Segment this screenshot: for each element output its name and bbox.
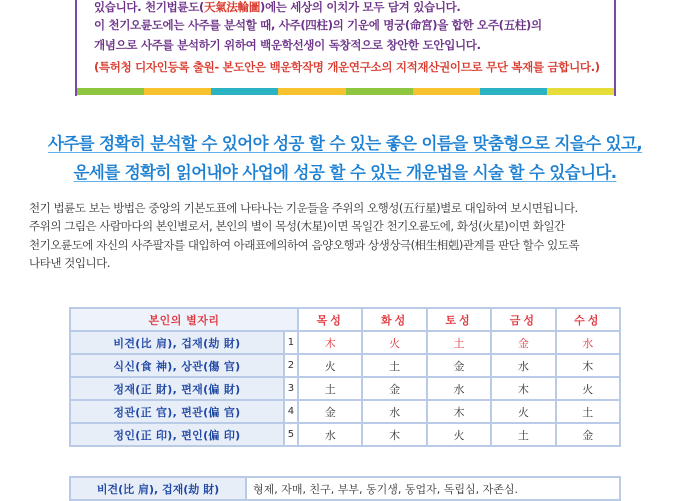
- element-cell: 火: [299, 355, 361, 376]
- element-cell: 金: [363, 378, 425, 399]
- element-cell: 金: [299, 401, 361, 422]
- color-stripe: [77, 88, 614, 95]
- headline-line-1: [0, 130, 690, 154]
- row-number: 2: [285, 355, 297, 376]
- stripe-segment: [77, 88, 144, 95]
- element-cell: 金: [557, 424, 619, 445]
- element-cell: 木: [428, 401, 490, 422]
- element-cell: 土: [492, 424, 554, 445]
- element-cell: 水: [492, 355, 554, 376]
- element-cell: 木: [557, 355, 619, 376]
- row-number: 1: [285, 332, 297, 353]
- headline-line-2-text: 운세를 정확히 읽어내야 사업에 성공 할 수 있는 개운법을 시술 할 수 있습니다.: [73, 163, 617, 182]
- table-row: [71, 478, 619, 499]
- row-name: 정인(正 印), 편인(偏 印): [71, 424, 283, 445]
- element-cell: 土: [557, 401, 619, 422]
- notice-line-1: [94, 0, 461, 14]
- element-cell: 水: [363, 401, 425, 422]
- header-metal-star: 금성: [492, 309, 554, 330]
- notice-line-3: 개념으로 사주를 분석하기 위하여 백운학선생이 독창적으로 창안한 도안입니다.: [94, 38, 481, 52]
- star-table: [69, 307, 621, 447]
- stripe-segment: [480, 88, 547, 95]
- notice-line-1-pre: 있습니다. 천기법륜도(: [94, 0, 205, 14]
- row-name: 정재(正 財), 편재(偏 財): [71, 378, 283, 399]
- headline-line-1-text: 사주를 정확히 분석할 수 있어야 성공 할 수 있는 좋은 이름을 맞춤형으로 지을수 있고,: [47, 134, 643, 153]
- element-cell: 木: [363, 424, 425, 445]
- paragraph-line: 천기오륜도에 자신의 사주팔자를 대입하여 아래표에의하여 음양오행과 상생상극(相生相剋)관계를 판단 할수 있도록: [29, 237, 580, 252]
- stripe-segment: [413, 88, 480, 95]
- ten-gods-description-table: [69, 476, 621, 501]
- element-cell: 水: [428, 378, 490, 399]
- element-cell: 金: [428, 355, 490, 376]
- row-name: 비견(比 肩), 겁재(劫 財): [71, 332, 283, 353]
- paragraph-line: 나타낸 것입니다.: [29, 256, 111, 271]
- element-cell: 金: [492, 332, 554, 353]
- header-wood-star: 목성: [299, 309, 361, 330]
- paragraph-line: 주위의 그림은 사람마다의 본인별로서, 본인의 별이 목성(木星)이면 목일간 천기오륜도에, 화성(火星)이면 화일간: [29, 219, 565, 234]
- notice-line-1-post: )에는 세상의 이치가 모두 담겨 있습니다.: [260, 0, 461, 14]
- table-row: [71, 424, 619, 445]
- table-row: [71, 401, 619, 422]
- stripe-segment: [144, 88, 211, 95]
- stripe-segment: [278, 88, 345, 95]
- notice-line-4: (특허청 디자인등록 출원- 본도안은 백운학작명 개운연구소의 지적재산권이므로 무단 복재를 금합니다.): [94, 60, 600, 74]
- header-my-star: 본인의 별자리: [71, 309, 297, 330]
- row-name: 정관(正 官), 편관(偏 官): [71, 401, 283, 422]
- element-cell: 火: [557, 378, 619, 399]
- stripe-segment: [211, 88, 278, 95]
- element-cell: 水: [557, 332, 619, 353]
- element-cell: 土: [363, 355, 425, 376]
- element-cell: 火: [428, 424, 490, 445]
- header-earth-star: 토성: [428, 309, 490, 330]
- headline-line-2: [0, 159, 690, 183]
- paragraph-line: 천기 법륜도 보는 방법은 중앙의 기본도표에 나타나는 기운들을 주위의 오행성(五行星)별로 대입하여 보시면됩니다.: [29, 201, 578, 215]
- element-cell: 土: [299, 378, 361, 399]
- element-cell: 水: [299, 424, 361, 445]
- desc-row-text: 형제, 자매, 친구, 부부, 동기생, 동업자, 독립심, 자존심.: [247, 478, 619, 499]
- element-cell: 火: [363, 332, 425, 353]
- header-fire-star: 화성: [363, 309, 425, 330]
- row-name: 식신(食 神), 상관(傷 官): [71, 355, 283, 376]
- row-number: 4: [285, 401, 297, 422]
- row-number: 3: [285, 378, 297, 399]
- star-table-header-row: [71, 309, 619, 330]
- notice-line-2: 이 천기오륜도에는 사주를 분석할 때, 사주(四柱)의 기운에 명궁(命宮)을 합한 오주(五柱)의: [94, 18, 542, 32]
- element-cell: 木: [299, 332, 361, 353]
- element-cell: 火: [492, 401, 554, 422]
- element-cell: 土: [428, 332, 490, 353]
- desc-row-name: 비견(比 肩), 겁재(劫 財): [71, 478, 245, 499]
- row-number: 5: [285, 424, 297, 445]
- table-row: [71, 332, 619, 353]
- table-row: [71, 355, 619, 376]
- header-water-star: 수성: [557, 309, 619, 330]
- notice-box: [75, 0, 616, 96]
- description-paragraph: [29, 199, 669, 273]
- notice-line-1-hanja: 天氣法輪圖: [204, 0, 261, 14]
- element-cell: 木: [492, 378, 554, 399]
- stripe-segment: [547, 88, 614, 95]
- stripe-segment: [346, 88, 413, 95]
- table-row: [71, 378, 619, 399]
